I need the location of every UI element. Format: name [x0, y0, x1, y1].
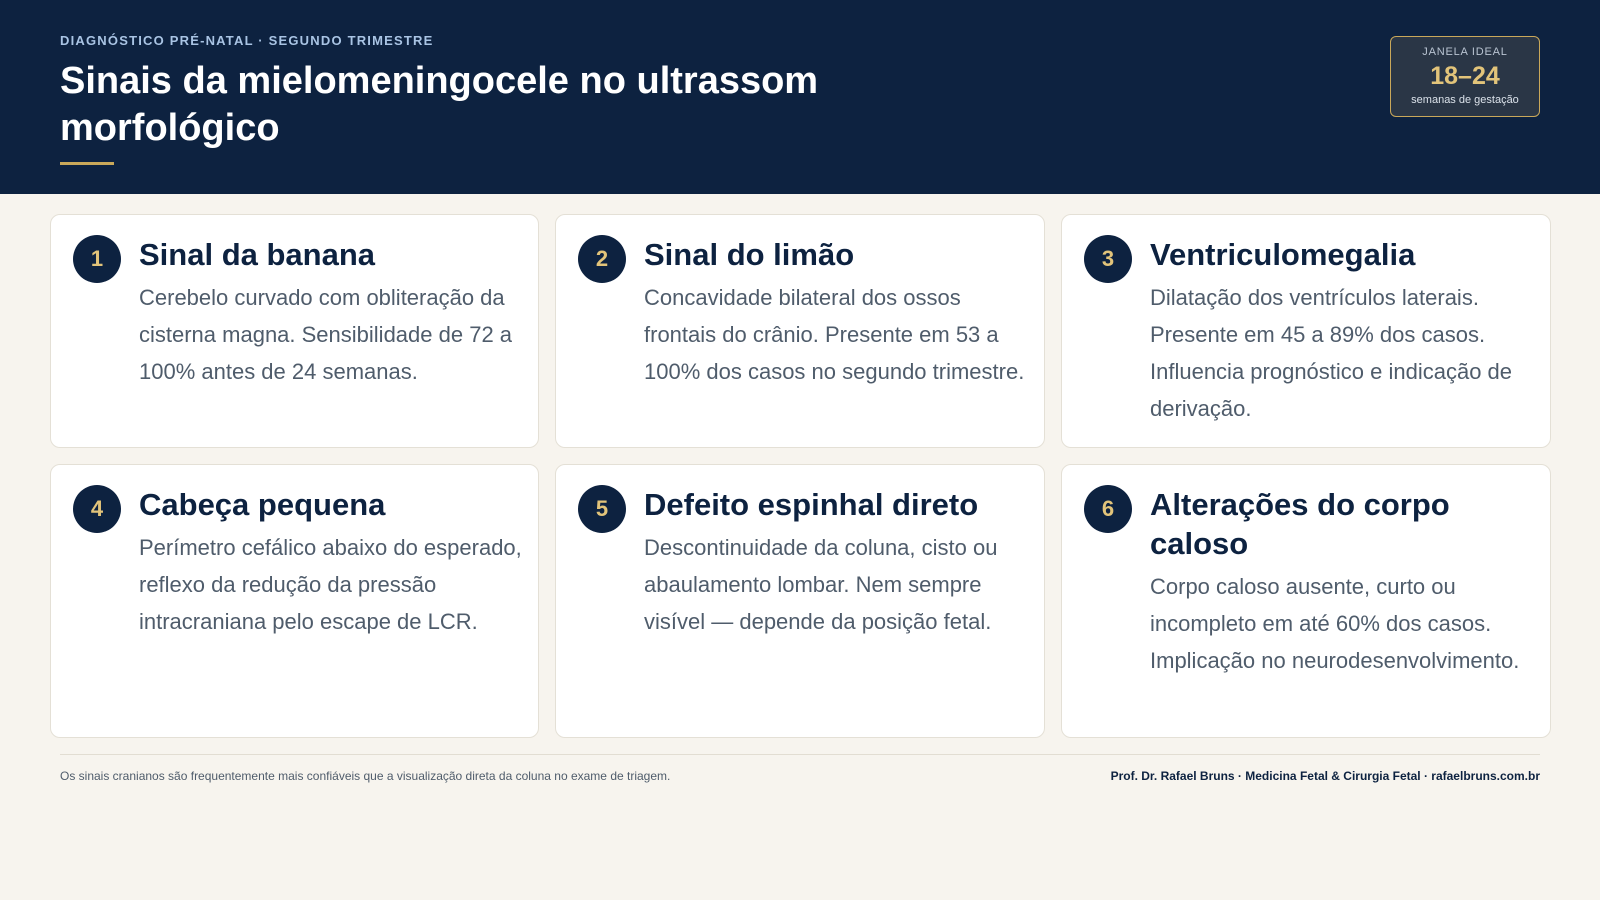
- badge-value: 18–24: [1430, 62, 1500, 90]
- card-text: Descontinuidade da coluna, cisto ou abaulamento lombar. Nem sempre visível — depende da posição fetal.: [644, 535, 998, 634]
- sign-card-banana: [50, 214, 539, 448]
- badge-label: JANELA IDEAL: [1422, 46, 1508, 58]
- card-number: 3: [1084, 235, 1132, 283]
- sign-card-ventriculomegaly: [1061, 214, 1551, 448]
- footer-credit: Prof. Dr. Rafael Bruns · Medicina Fetal & Cirurgia Fetal · rafaelbruns.com.br: [1110, 769, 1540, 783]
- card-title: Defeito espinhal direto: [644, 487, 979, 522]
- card-number: 6: [1084, 485, 1132, 533]
- card-title: Sinal do limão: [644, 237, 855, 272]
- title-underline: [60, 162, 114, 165]
- card-text: Corpo caloso ausente, curto ou incompleto em até 60% dos casos. Implicação no neurodesenvolvimento.: [1150, 574, 1520, 673]
- sign-card-lemon: [555, 214, 1045, 448]
- card-text: Cerebelo curvado com obliteração da cisterna magna. Sensibilidade de 72 a 100% antes de 24 semanas.: [139, 285, 513, 384]
- header-banner: [0, 0, 1600, 194]
- card-title: Cabeça pequena: [139, 487, 386, 522]
- window-badge: [1390, 36, 1540, 117]
- card-title: Alterações do corpo caloso: [1150, 487, 1450, 561]
- sign-card-spinal-defect: [555, 464, 1045, 738]
- sign-card-small-head: [50, 464, 539, 738]
- badge-subtitle: semanas de gestação: [1411, 94, 1519, 106]
- footer-divider: [60, 754, 1540, 755]
- card-number: 2: [578, 235, 626, 283]
- footer-note: Os sinais cranianos são frequentemente mais confiáveis que a visualização direta da coluna no exame de triagem.: [60, 769, 671, 783]
- eyebrow-label: DIAGNÓSTICO PRÉ-NATAL · SEGUNDO TRIMESTRE: [60, 33, 434, 48]
- card-text: Dilatação dos ventrículos laterais. Presente em 45 a 89% dos casos. Influencia prognóstico e indicação de derivação.: [1150, 285, 1513, 421]
- page-title: Sinais da mielomeningocele no ultrassom morfológico: [60, 60, 819, 149]
- card-number: 1: [73, 235, 121, 283]
- sign-card-corpus-callosum: [1061, 464, 1551, 738]
- card-title: Ventriculomegalia: [1150, 237, 1416, 272]
- card-number: 5: [578, 485, 626, 533]
- card-title: Sinal da banana: [139, 237, 376, 272]
- card-text: Perímetro cefálico abaixo do esperado, reflexo da redução da pressão intracraniana pelo escape de LCR.: [139, 535, 522, 634]
- card-number: 4: [73, 485, 121, 533]
- card-text: Concavidade bilateral dos ossos frontais do crânio. Presente em 53 a 100% dos casos no segundo trimestre.: [644, 285, 1025, 384]
